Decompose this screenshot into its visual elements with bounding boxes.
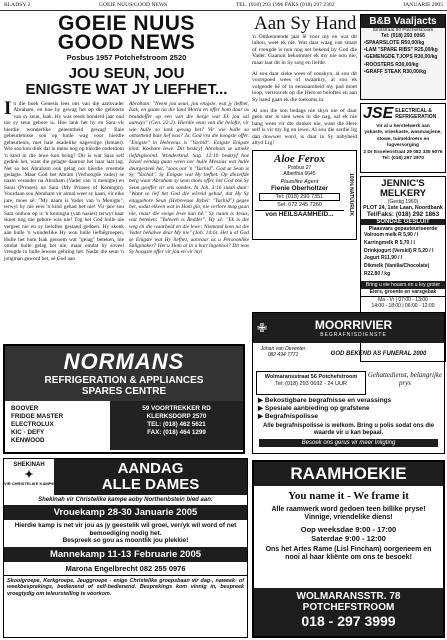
masthead-address: Posbus 1957 Potchefstroom 2520 [66,53,187,62]
article-col-1: In die boek Genesis lees ons van die aartsvader Abraham, en hoe hy gewag het op die geboorte van sy seun, Isak. Hy was reeds honderd jaar oud toe sy seun gebore is. Hoe lank het hy en Sara vir hierdie wonderlike geleentheid gewag! Baie gebeurtenisse sou op hulle wag voor hierdie gebeurtenis, met baie skadelike nagevolge (Ismael). Wie sou kon dink dat in mens nog op hierdie ouderdom 'n kind in die lewe kon bring? Dit is wat Sara self gedink het, want die gelagte daaroor het haar laat lag. Net so het Abraham ook gelag oor hierdie vreemde gedagte. Maar God het Abram (Verhoogde vader) se naam verander na Abraham (Vader van 'n menigte) en Sarai (Prinses) na Sara (My Prinses of Koningin). Voordaan sou Abraham vir almal weer sy kaan, vir elke jare, moes sê: "My naam is Vader van 'n Menigte", terwyl hy nie eers 'n kind gehad het nie! Vir jare sou Sara onthou op is 'n koningin (van nasies) terwyl haar skoot nog nie gebore was nie! Tog het God hulle nie vergeet nie en sy beloftes gestand gedoen. Hy skenk aan hulle 'n wonderlike Hy wou hulle liefhêgroepen, Hulle het hom Isak genoem wat "gelag" beteken, nie omdat hulle gelag het nie, maar omdat hy soveel vreugde in hulle lewens gebring het. Nadat die seun 'n jongman geword het, sê God aan [4,101,124,262]
aan-sy-hand-column [252,14,357,240]
vrouekamp-date: Vrouekamp 28-30 Januarie 2005 [4,505,247,520]
normans-line3: SPARES CENTRE [81,386,167,397]
paper-name: GOEIE NUUS/GOOD NEWS [98,2,168,8]
page-header [0,0,447,11]
aloe-brand: Aloe Ferox [273,152,326,165]
shekinah-logo: SHEKINAH ✦ VIR CHRISTELIKE KAMPE [4,462,55,486]
drop-cap: I [4,101,12,119]
aandag-intro: Shekinah vir Christelike kampe aoby Northenbstein bied aan: [38,497,213,503]
contact-person: Marona Engelbrecht 082 255 0976 [4,562,247,576]
normans-contact: 59 VOORTREKKER RD KLERKSDORP 2570 TEL: (018) 462 5621 FAX: (018) 464 1299 [110,401,243,450]
article-headline: JOU SEUN, JOU ENIGSTE WAT JY LIEFHET... [25,65,228,98]
shekinah-logo-icon: ✦ [24,469,34,481]
raamhoekie-title: RAAMHOEKIE [254,462,443,486]
main-article [4,14,249,383]
bb-vaaljacts-ad: B&B Vaaljacts Smitstraat 90 Potchefstroom Tel: (018) 293 0066 •SPAARSLOTE R50,00/kg •LAM "SPARE RIBS" R25,00/kg •GEMENGDE TJOPS R30,00/kg •ROOSTERS R30,00/kg •GRAFF STEAK R30,00/kg [360,14,446,100]
jse-ad: JSE ELECTRICAL & REFRIGERATION Vir al u herstelwerk aan yskaste, vrieskaste, wasmasjiene, stowe, tuimeldroërs en lugversorging 2 Dr Esselenstraat 29 082 335 9076 Tel: (018) 297 2970 [360,103,446,173]
article-col-2: Abraham: "Neem jou seun, jou enigste, wat jy liefhet, Isak, en gaam na die land Moria en offer hom daar as brandoffer op een van die berge wat Ek jou sal aanwys" (Gen. 22:2). Hierdie seun van die belofte, vir wie hulle so lank gewag het? Vir wie hulle so ontsettend baie lief was? Ja, God vra die hoogste offer. "Enigste" in Hebreeus is "Yachid". Enigste Enigste kind. Kosbare lewe. Dit beskryf Abraham se unieke liefdegisoind. Wonderkind. Sag. 12:10 beskryf hoe Israel eendag gaan ween oor hulle Messias wat hulle deurgesteek het, "soos oor 'n "Yachid". God se Seun is Sy "Yachid". Sy Enigste wat Hy liefhet. Op dieselfde berg waar Abraham sy seun moes offer, het God ook Sy Seun geoffer vir ons sondes. In Joh. 3:16 staan daar: "Want so lief het God die wêreld gehad, dat Hy Sy eniggebore Seun (Hebreeuse Bybel: "Yachid") gegee het, sodat elkeen wat in Hom glo, nie verlore mag gaan nie, maar die ewige lewe kan hê." Sy naam is Jesus, wat beteken: "Yahweh is Redder". Hy sê: "Ek is die weg en die waarheid en die lewe; Niemand kom na die Vader behalwe deur My nie" (Joh. 14:6). Het u al God se Enigste wat Hy liefhet, aanvaar as u Persoonlike Saligmaker? Het u Hom al in u hart ingenooi? Dit was Sy hoogste offer vir jou en vir my! [129,101,249,256]
normans-line2: REFRIGERATION & APPLIANCES [44,375,204,386]
article-columns [4,101,249,383]
normans-ad [3,344,245,454]
moorrivier-ad: ✙ MOORRIVIER BEGRAFNISDIENSTE Johan van Deventer 082 494 7771 GOD BEKEND AS FUNERAL 2000 Wolmaransstraat 56 Potchefstroom Tel: (018) 293 0692 - 24 UUR Gehattedienst, belangrijke prys ▶ Bekostigbare begrafnisse en verassings ▶ Spesiale aanbieding op grafstene ▶ Begrafnispolisse Alle begrafnispolisse is welkom. Bring u polis sodat ons die waarde vir u kan bepaal. Besoek ons gerus vir meer Inligting [252,312,445,454]
normans-title: NORMANS [63,349,185,374]
shekinah-ad [3,458,248,638]
aan-sy-hand-p1: 'n Ontkennende jaar lê voor my en wat dit inhou, weet ek nie. Wat daar waag van smart of vreugde is nou nog net bekend by God die Vader. Gaanuit bekommer ek my nie nou nie, maar laat dit in Sy sorg en liefde. [252,34,357,66]
issue-date: JANUARIE 2005 [403,2,443,8]
moorrivier-logo-icon: ✙ [257,321,268,335]
jennics-ad: JENNIC'S MELKERY (Gestig 1960) PLOT 24, 1ste Laan, Noordbank Tel/Faks: (018) 292 1863 SONDAE GESLUIT Plaasvars gepasteuriseerde Volroom melk R 5,90 / l Karringmelk R 5,70 / l Drinkjogurt (Verskil) R 5,20 / l Jogurt R11,90 / l Dikmelk (Vanilla/Chocolate) R22,80 / kg Bring u eie houers en u kry groter Eiers, groente en varsgebak Ma - Vr | 07:00 - 13:00 14:00 - 18:00 | 06:00 - 12:00 [360,176,446,362]
masthead-title: GOEIE NUUS GOOD NEWS [57,12,196,54]
contact-line: TEL. (018) 293 1996 FAKS (018) 297 2302 [235,2,335,8]
raamhoekie-slogan: You name it - We frame it [288,490,409,502]
aandag-message: Hierdie kamp is net vir jou as jy geestelik wil groei, verryk wil word of net bemoediging nodig het. Bespreek so gou as moontlik jou plekkie! [14,522,237,544]
page-number: BLADSY 2 [4,2,31,8]
aan-sy-hand-title: Aan Sy Hand [254,13,357,34]
raamhoekie-ad: RAAMHOEKIE You name it - We frame it Alle raamwerk word gedoen teen billike pryse! Vinnige, vriendelike diens! Oop weeksdae 9:00 - 17:00 Saterdae 9:00 - 12:00 Ons het Artes Rame (Lisl Fincham) oorgeneem en nooi al haar kliënte om ons te besoek! WOLMARANSSTR. 78 POTCHEFSTROOM 018 - 297 3999 [252,460,445,638]
aan-sy-hand-p2: Al sou daar sieke wees of sonskyn, al sou dit voorspoed wees of swaarkry, al sou ek volgende hê of in eensaamheid my pad moet loop, vertrou ek op die Here se beloftes en aan Sy hand gaan ek die toekoms in. [252,71,357,103]
aandag-title: AANDAG ALLE DAMES [54,459,247,495]
aandag-footer: Skoolgroepe, Kerkgroepe, Jeuggroepe - enige Christelike groepsbaan vir dag-, naweek- of weekbesprekings, bedienend of self-bedienend. Besprekings kom vinnig in, bespreek vroegtydig om teleurstelling te voorkom. [7,577,244,597]
aloe-ferox-ad: Aloe Ferox Posbus 27 Alberthia 6645 Plaaslike Agent Fienie Oberholtzer Tel: (018) 290 7351 Sel: 072 245 7260 von HEILSAAMHEID... 100% NATUURLIK [252,150,357,240]
mannekamp-date: Mannekamp 11-13 Februarie 2005 [4,547,247,562]
aloe-side-label: 100% NATUURLIK [348,173,354,216]
normans-brands: BOOVER FRIDGE MASTER ELECTROLUX KIC · DEFY KENWOOD [11,405,64,444]
aan-sy-hand-p3: Al sou die son bedags nie skyn nie of daar geen ster is sien wees in die nag, sal ek nie bang wees vir die donker nie, want die Here self is vir my lig en lewe. Al sou die sardie lig dan dowwer word, is daar in Sy nabyheid altyd Lig! [252,108,357,147]
